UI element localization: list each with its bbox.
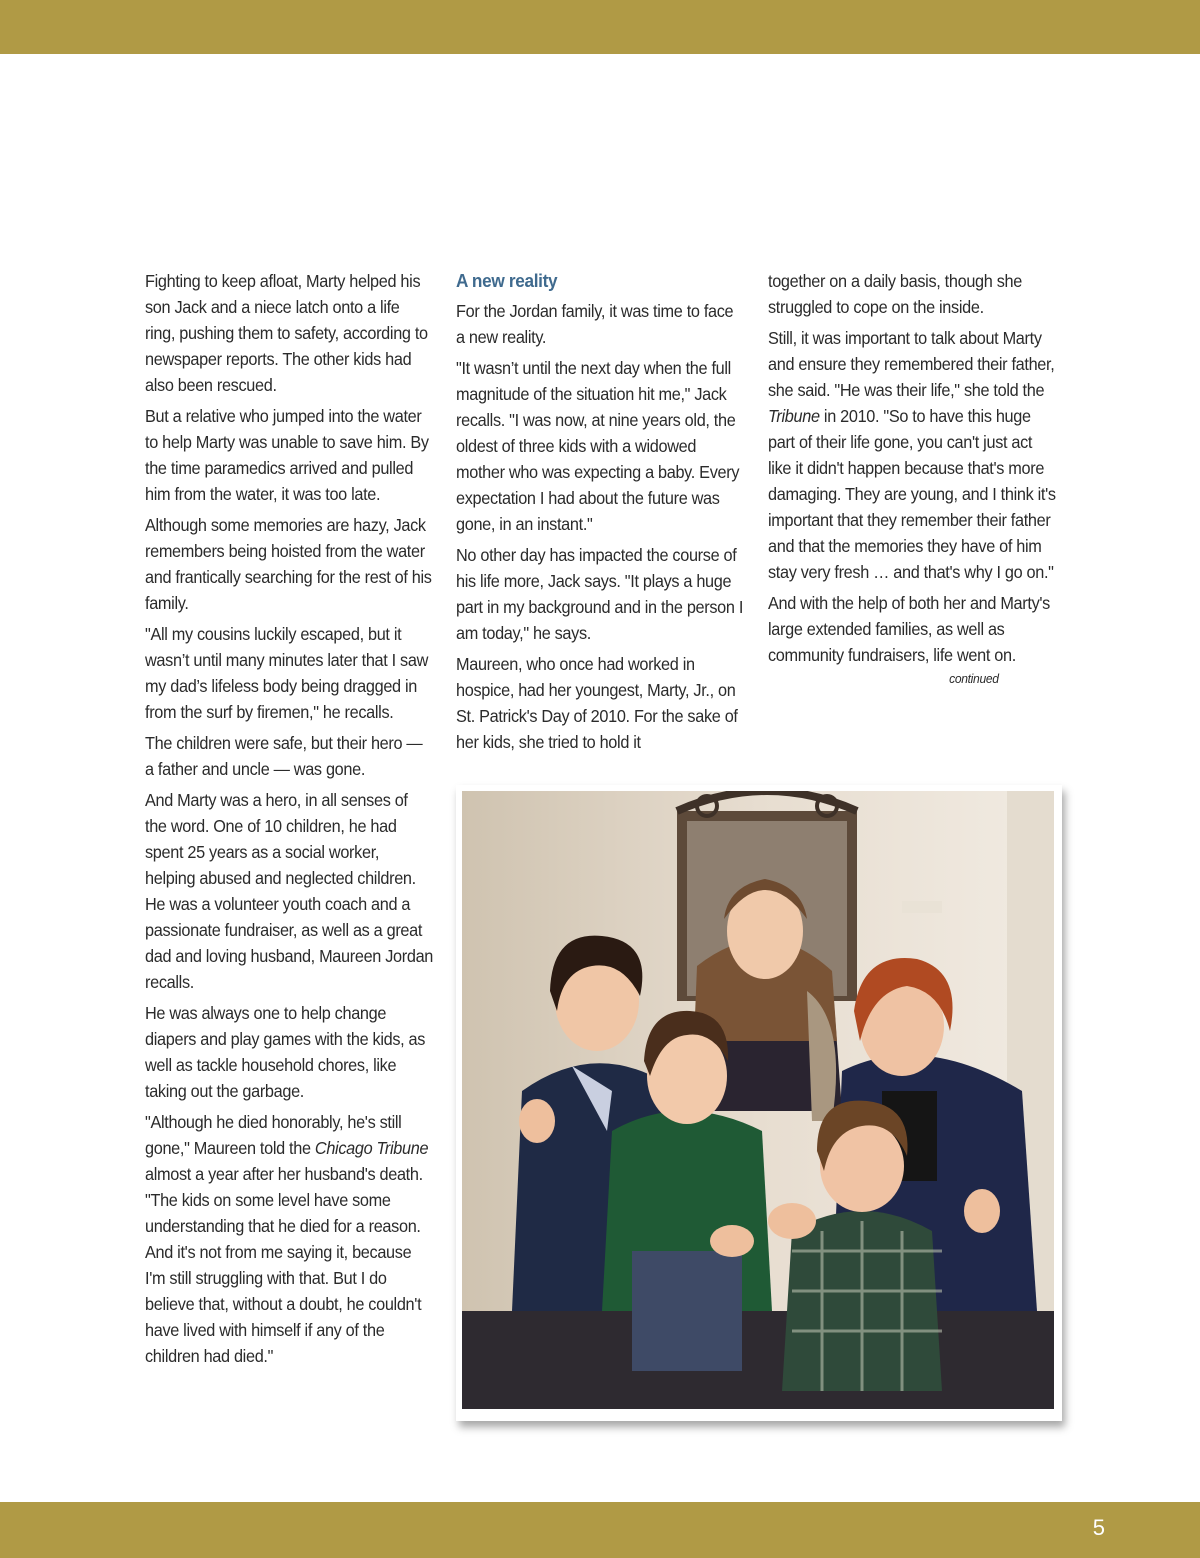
paragraph-quote bbox=[768, 325, 1059, 585]
paragraph: And with the help of both her and Marty's large extended families, as well as community fundraisers, life went on. bbox=[768, 593, 1050, 665]
publication-name: Tribune bbox=[768, 406, 820, 426]
family-photo-frame bbox=[456, 785, 1062, 1421]
publication-name: Chicago Tribune bbox=[314, 1138, 429, 1158]
paragraph: together on a daily basis, though she struggled to cope on the inside. bbox=[768, 271, 1022, 317]
quote-text-continued: almost a year after her husband's death. "The kids on some level have some understanding that he died for a reason. And it's not from me saying it, because I'm still struggling with that. But I do believe that, without a doubt, he couldn't have lived with himself if any of the children had died." bbox=[145, 1164, 423, 1366]
paragraph: "All my cousins luckily escaped, but it wasn’t until many minutes later that I saw my dad’s lifeless body being dragged in from the surf by firemen," he recalls. bbox=[145, 624, 429, 722]
article-column-2 bbox=[456, 268, 745, 760]
paragraph: Fighting to keep afloat, Marty helped his son Jack and a niece latch onto a life ring, pushing them to safety, according to newspaper reports. The other kids had also been rescued. bbox=[145, 271, 428, 395]
quote-text: Still, it was important to talk about Marty and ensure they remembered their father, she said. "He was their life," she told the bbox=[768, 328, 1055, 400]
quote-text: "Although he died honorably, he's still gone," Maureen told the bbox=[145, 1112, 402, 1158]
paragraph-quote bbox=[145, 1109, 433, 1369]
paragraph: For the Jordan family, it was time to face a new reality. bbox=[456, 301, 734, 347]
family-photo-illustration bbox=[462, 791, 1054, 1409]
paragraph: Although some memories are hazy, Jack remembers being hoisted from the water and frantically searching for the rest of his family. bbox=[145, 515, 432, 613]
paragraph: But a relative who jumped into the water to help Marty was unable to save him. By the time paramedics arrived and pulled him from the water, it was too late. bbox=[145, 406, 429, 504]
paragraph: He was always one to help change diapers and play games with the kids, as well as tackle household chores, like taking out the garbage. bbox=[145, 1003, 426, 1101]
paragraph: Maureen, who once had worked in hospice, had her youngest, Marty, Jr., on St. Patrick's Day of 2010. For the sake of her kids, she tried to hold it bbox=[456, 654, 738, 752]
paragraph: And Marty was a hero, in all senses of the word. One of 10 children, he had spent 25 years as a social worker, helping abused and neglected children. He was a volunteer youth coach and a passionate fundraiser, as well as a great dad and loving husband, Maureen Jordan recalls. bbox=[145, 790, 434, 992]
page-number: 5 bbox=[1092, 1515, 1105, 1540]
paragraph: No other day has impacted the course of his life more, Jack says. "It plays a huge part in my background and in the person I am today," he says. bbox=[456, 545, 744, 643]
article-column-1 bbox=[145, 268, 433, 1374]
family-photo bbox=[462, 791, 1054, 1409]
paragraph: "It wasn’t until the next day when the full magnitude of the situation hit me," Jack recalls. "I was now, at nine years old, the oldest of three kids with a widowed mother who was expecting a baby. Every expectation I had about the future was gone, in an instant." bbox=[456, 358, 740, 534]
section-heading: A new reality bbox=[456, 270, 558, 291]
bottom-color-band bbox=[0, 1502, 1200, 1558]
continued-label: continued bbox=[949, 671, 999, 686]
top-color-band bbox=[0, 0, 1200, 54]
paragraph: The children were safe, but their hero — a father and uncle — was gone. bbox=[145, 733, 423, 779]
article-column-3 bbox=[768, 268, 1059, 689]
quote-text-continued: in 2010. "So to have this huge part of their life gone, you can't just act like it didn't happen because that's more damaging. They are young, and I think it's important that they remember their father and that the memories they have of him stay very fresh … and that's why I go on." bbox=[768, 406, 1056, 582]
